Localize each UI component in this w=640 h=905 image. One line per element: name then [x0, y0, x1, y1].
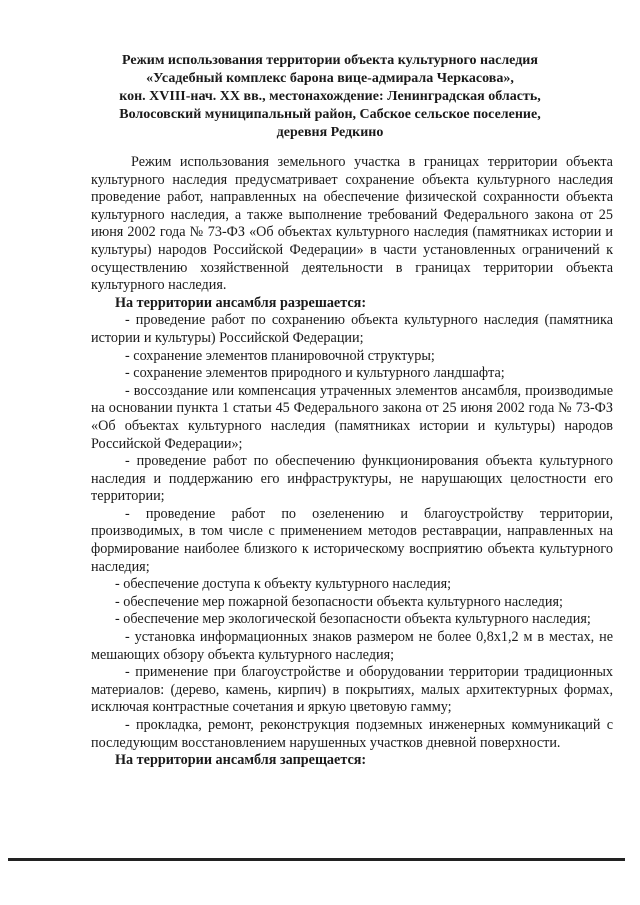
prohibited-heading: На территории ансамбля запрещается:: [115, 752, 367, 769]
scan-bottom-rule: [8, 858, 625, 861]
list-item: - сохранение элементов планировочной структуры;: [125, 347, 435, 364]
allowed-heading: На территории ансамбля разрешается:: [115, 294, 367, 311]
title-line: кон. XVIII-нач. XX вв., местонахождение: Ленинградская область,: [119, 89, 541, 104]
document-body: [91, 154, 613, 770]
list-item: - проведение работ по сохранению объекта культурного наследия (памятника истории и культуры) Российской Федерации;: [91, 312, 613, 346]
list-item: - применение при благоустройстве и оборудовании территории традиционных материалов: (дерево, камень, кирпич) в покрытиях, малых архитектурных формах, исключая контрастные сочетания и яркую цветовую гамму;: [91, 664, 613, 716]
list-item: - обеспечение мер пожарной безопасности объекта культурного наследия;: [115, 593, 563, 610]
title-line: Режим использования территории объекта культурного наследия: [122, 53, 538, 68]
list-item: - проведение работ по озеленению и благоустройству территории, производимых, в том числе с применением методов реставрации, направленных на формирование наиболее близкого к историческому восприятию объекта культурного наследия;: [91, 505, 613, 575]
title-line: деревня Редкино: [276, 125, 384, 140]
document-title: [80, 52, 580, 142]
title-line: Волосовский муниципальный район, Сабское сельское поселение,: [119, 107, 541, 122]
intro-paragraph: Режим использования земельного участка в границах территории объекта культурного наследия предусматривает сохранение объекта культурного наследия проведение работ, направленных на обеспечение физической сохранности объекта культурного наследия, а также выполнение требований Федерального закона от 25 июня 2002 года № 73-ФЗ «Об объектах культурного наследия (памятниках истории и культуры) народов Российской Федерации» в части установленных ограничений к осуществлению хозяйственной деятельности в границах территории объекта культурного наследия.: [91, 154, 613, 294]
list-item: - сохранение элементов природного и культурного ландшафта;: [125, 365, 505, 382]
list-item: - прокладка, ремонт, реконструкция подземных инженерных коммуникаций с последующим восстановлением нарушенных участков дневной поверхности.: [91, 717, 613, 751]
list-item: - обеспечение доступа к объекту культурного наследия;: [115, 576, 452, 593]
list-item: - установка информационных знаков размером не более 0,8х1,2 м в местах, не мешающих обзору объекта культурного наследия;: [91, 629, 613, 663]
list-item: - воссоздание или компенсация утраченных элементов ансамбля, производимые на основании пункта 1 статьи 45 Федерального закона от 25 июня 2002 года № 73-ФЗ «Об объектах культурного наследия (памятниках истории и культуры) народов Российской Федерации»;: [91, 382, 613, 452]
list-item: - проведение работ по обеспечению функционирования объекта культурного наследия и поддержанию его инфраструктуры, не нарушающих целостности его территории;: [91, 453, 613, 505]
title-line: «Усадебный комплекс барона вице-адмирала Черкасова»,: [146, 71, 514, 86]
list-item: - обеспечение мер экологической безопасности объекта культурного наследия;: [115, 611, 591, 628]
